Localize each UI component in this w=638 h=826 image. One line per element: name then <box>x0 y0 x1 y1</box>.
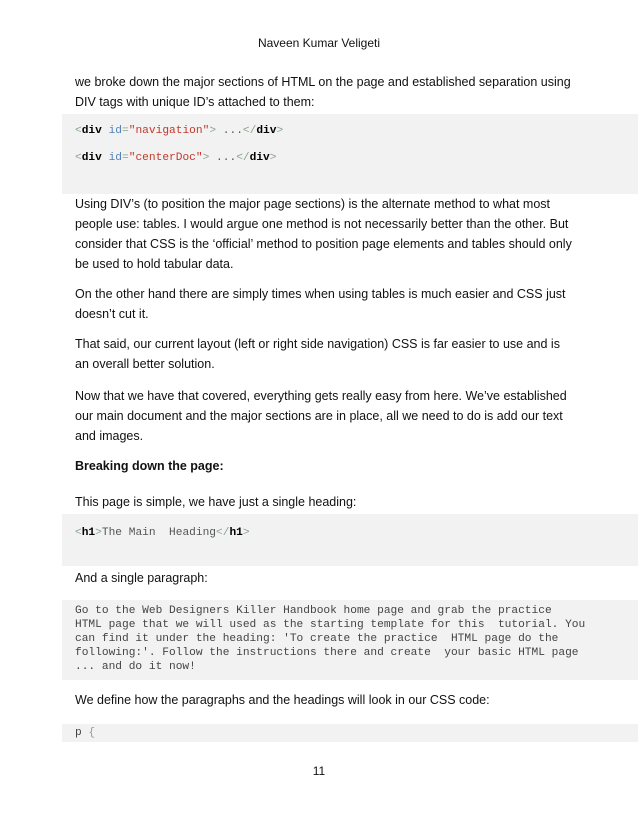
code-line-1: Go to the Web Designers Killer Handbook home page and grab the practice <box>75 605 552 617</box>
code-block-h1 <box>62 514 638 566</box>
paragraph-divs-vs-tables: Using DIV’s (to position the major page sections) is the alternate method to what most people use: tables. I would argue one method is not necessarily better than the other. But consider that CSS is the ‘official’ method to position page elements and tables should only be used to hold tabular data. <box>75 197 572 271</box>
paragraph-single-paragraph: And a single paragraph: <box>75 571 208 585</box>
paragraph-current-layout: That said, our current layout (left or right side navigation) CSS is far easier to use and is an overall better solution. <box>75 337 560 371</box>
paragraph-covered: Now that we have that covered, everything gets really easy from here. We’ve established our main document and the major sections are in place, all we need to do is add our text and images. <box>75 389 567 443</box>
code-line-navigation: <div id="navigation"> ...</div> <box>75 125 284 137</box>
code-line-centerdoc: <div id="centerDoc"> ...</div> <box>75 152 277 164</box>
paragraph-tables-easier: On the other hand there are simply times when using tables is much easier and CSS just doesn’t cut it. <box>75 287 566 321</box>
code-line-3: can find it under the heading: 'To create the practice HTML page do the <box>75 633 559 645</box>
intro-paragraph: we broke down the major sections of HTML on the page and established separation using DIV tags with unique ID’s attached to them: <box>75 75 571 109</box>
section-heading: Breaking down the page: <box>75 459 224 473</box>
code-line-4: following:'. Follow the instructions there and create your basic HTML page <box>75 647 579 659</box>
code-line-5: ... and do it now! <box>75 661 196 673</box>
code-line-p-selector: p { <box>75 727 96 739</box>
paragraph-css-code: We define how the paragraphs and the headings will look in our CSS code: <box>75 693 490 707</box>
code-line-2: HTML page that we will used as the starting template for this tutorial. You <box>75 619 586 631</box>
page-header-author: Naveen Kumar Veligeti <box>257 36 381 50</box>
code-line-h1: <h1>The Main Heading</h1> <box>75 527 250 539</box>
page-number: 11 <box>312 764 326 778</box>
paragraph-single-heading: This page is simple, we have just a single heading: <box>75 495 357 509</box>
